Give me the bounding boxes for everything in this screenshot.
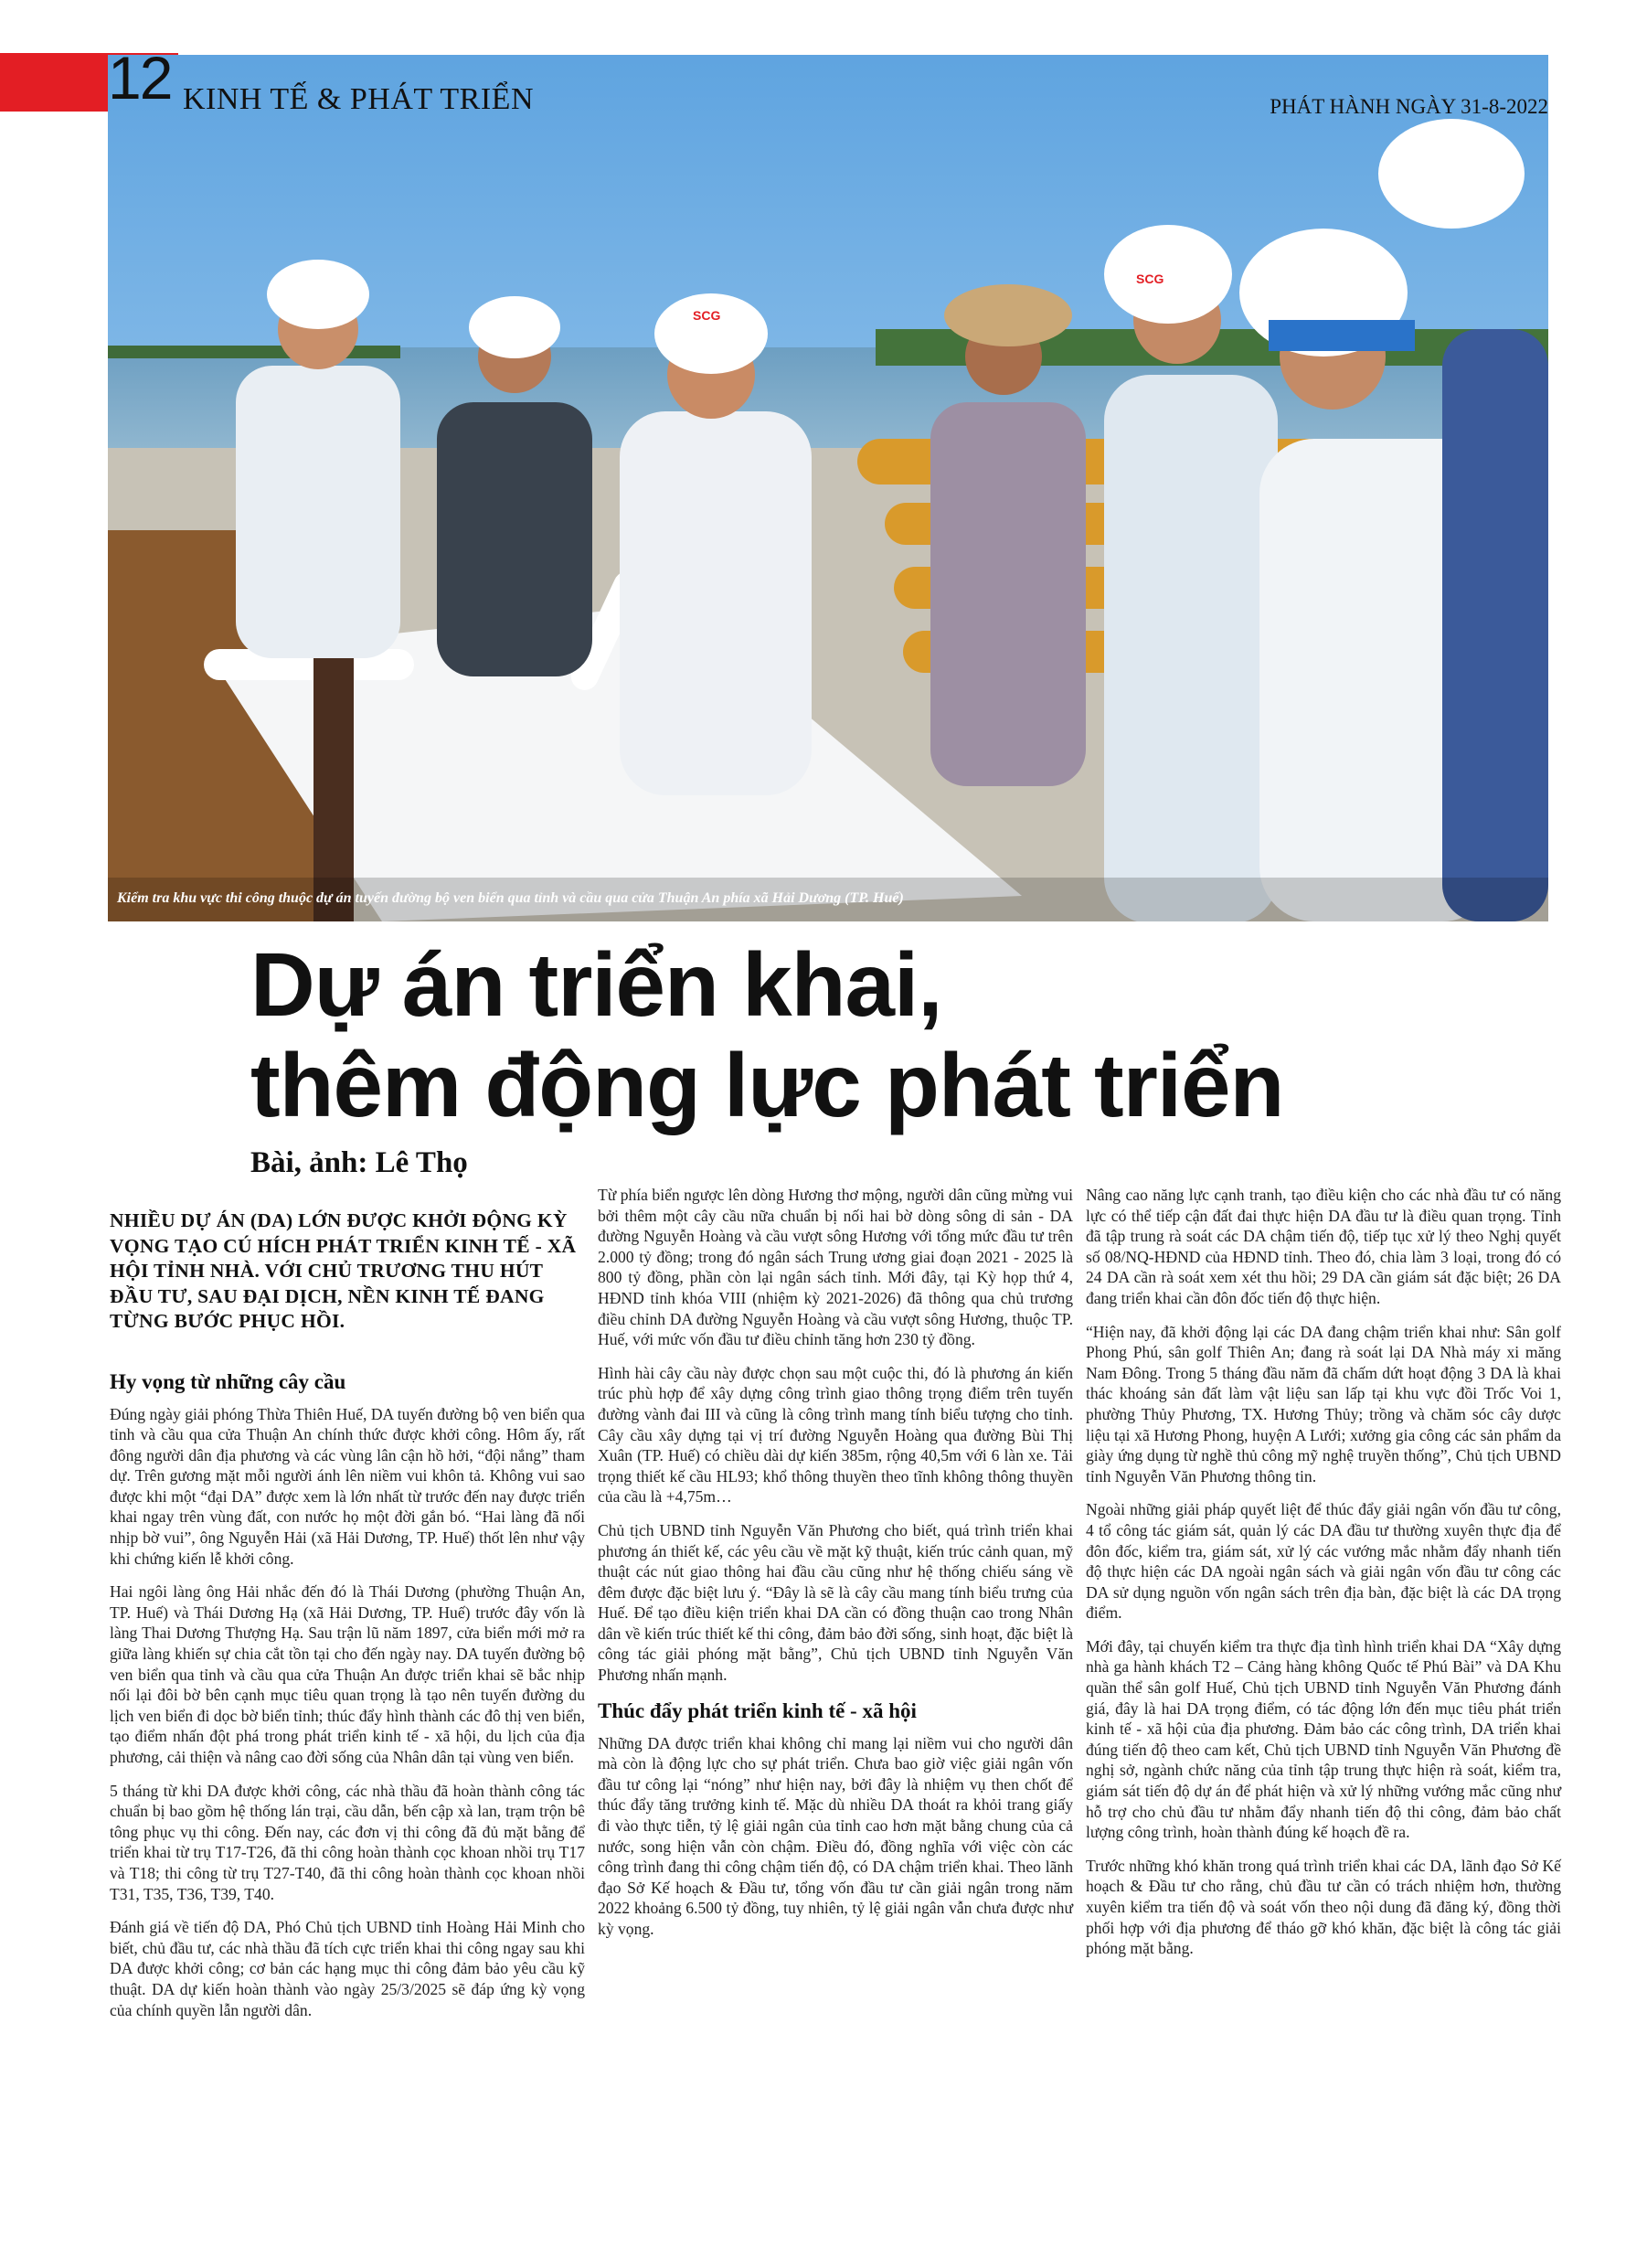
photo-caption: Kiểm tra khu vực thi công thuộc dự án tuyến đường bộ ven biển qua tỉnh và cầu qua cửa Thuận An phía xã Hải Dương (TP. Huế)	[117, 890, 904, 906]
page-number: 12	[108, 44, 172, 112]
body-paragraph: Hai ngôi làng ông Hải nhắc đến đó là Thái Dương (phường Thuận An, TP. Huế) và Thái Dương Hạ (xã Hải Dương, TP. Huế) trước đây vốn là làng Thai Dương Thượng Hạ. Sau trận lũ năm 1897, cửa biển mới mở ra giữa làng khiến sự chia cắt tồn tại cho đến ngày nay. DA tuyến đường bộ ven biển qua tỉnh và cầu qua cửa Thuận An được triển khai sẽ bắc nhịp nối lại đôi bờ bên cạnh mục tiêu quan trọng là tạo nên tuyến đường du lịch ven biển đi dọc bờ biển tỉnh; thúc đẩy hình thành các đô thị ven biển, tạo điểm nhấn đột phá trong phát triển kinh tế - xã hội, du lịch của địa phương, cải thiện và nâng cao đời sống của Nhân dân tại vùng ven biển.	[110, 1582, 585, 1766]
body-paragraph: 5 tháng từ khi DA được khởi công, các nhà thầu đã hoàn thành công tác chuẩn bị bao gồm hệ thống lán trại, cầu dẫn, bến cập xà lan, trạm trộn bê tông phục vụ thi công. Đến nay, các đơn vị thi công đã đủ mặt bằng để triển khai từ trụ T17-T26, đã thi công hoàn thành cọc khoan nhồi trụ T17 và T18; thi công từ trụ T27-T40, đã thi công hoàn thành cọc khoan nhồi T31, T35, T36, T39, T40.	[110, 1781, 585, 1903]
body-paragraph: Ngoài những giải pháp quyết liệt để thúc đẩy giải ngân vốn đầu tư công, 4 tổ công tác giám sát, quản lý các DA đầu tư thường xuyên thực địa để đôn đốc, kiểm tra, giám sát, xử lý các vướng mắc nhằm đẩy nhanh tiến độ thực hiện các DA ngoài ngân sách và giải ngân vốn đầu tư công các DA sử dụng nguồn vốn ngân sách trên địa bàn, đặc biệt là các DA trọng điểm.	[1086, 1500, 1561, 1623]
helmet-logo: SCG	[1136, 272, 1164, 286]
helmet-logo: SCG	[693, 308, 721, 323]
body-paragraph: Đúng ngày giải phóng Thừa Thiên Huế, DA tuyến đường bộ ven biển qua tỉnh và cầu qua cửa Thuận An chính thức được khởi công. Hôm ấy, rất đông người dân địa phương và các vùng lân cận hồ hởi, “đội nắng” tham dự. Trên gương mặt mỗi người ánh lên niềm vui khôn tả. Không vui sao được khi một “đại DA” được xem là lớn nhất từ trước đến nay được triển khai ngay trên vùng đất, con nước họ một đời gắn bó. “Hai làng đã nối nhịp bờ vui”, ông Nguyễn Hải (xã Hải Dương, TP. Huế) thốt lên như vậy khi chứng kiến lễ khởi công.	[110, 1404, 585, 1568]
article-photo	[108, 55, 1548, 921]
headline-line-1: Dự án triển khai,	[250, 934, 942, 1035]
body-paragraph: Mới đây, tại chuyến kiểm tra thực địa tình hình triển khai DA “Xây dựng nhà ga hành khách T2 – Cảng hàng không Quốc tế Phú Bài” và DA Khu quần thể sân golf Huế, Chủ tịch UBND tỉnh Nguyễn Văn Phương đánh giá, đây là hai DA trọng điểm, có tác động lớn đến mục tiêu phát triển kinh tế - xã hội của địa phương. Đảm bảo các công trình, DA triển khai đúng tiến độ theo cam kết, Chủ tịch UBND tỉnh Nguyễn Văn Phương đề nghị sở, ngành chức năng của tỉnh tập trung thực hiện rà soát, kiểm tra, giám sát tiến độ dự án để phát hiện và xử lý những vướng mắc cũng như hỗ trợ cho chủ đầu tư nhằm đẩy nhanh tiến độ thi công, đảm bảo chất lượng công trình, hoàn thành đúng kế hoạch đề ra.	[1086, 1636, 1561, 1842]
byline: Bài, ảnh: Lê Thọ	[250, 1146, 468, 1179]
subhead: Hy vọng từ những cây cầu	[110, 1369, 346, 1393]
subhead: Thúc đẩy phát triển kinh tế - xã hội	[598, 1698, 917, 1722]
headline-line-2: thêm động lực phát triển	[250, 1035, 1284, 1135]
body-paragraph: Những DA được triển khai không chỉ mang lại niềm vui cho người dân mà còn là động lực cho sự phát triển. Chưa bao giờ việc giải ngân vốn đầu tư công lại “nóng” như hiện nay, bởi đây là nhiệm vụ then chốt để thúc đẩy tăng trưởng kinh tế. Mặc dù nhiều DA thoát ra khỏi trang giấy đi vào thực tiễn, tỷ lệ giải ngân của tỉnh cao hơn mặt bằng chung của cả nước, song hiện vẫn còn chậm. Điều đó, đồng nghĩa với việc còn các công trình đang thi công chậm tiến độ, có DA chậm triển khai. Theo lãnh đạo Sở Kế hoạch & Đầu tư, tổng vốn đầu tư cần giải ngân trong năm 2022 khoảng 6.500 tỷ đồng, tuy nhiên, tỷ lệ giải ngân vẫn chưa được như kỳ vọng.	[598, 1733, 1073, 1938]
lead-paragraph: NHIỀU DỰ ÁN (DA) LỚN ĐƯỢC KHỞI ĐỘNG KỲ VỌNG TẠO CÚ HÍCH PHÁT TRIỂN KINH TẾ - XÃ HỘI TỈNH NHÀ. VỚI CHỦ TRƯƠNG THU HÚT ĐẦU TƯ, SAU ĐẠI DỊCH, NỀN KINH TẾ ĐANG TỪNG BƯỚC PHỤC HỒI.	[110, 1209, 577, 1332]
column-1	[110, 1209, 585, 2033]
column-3	[1086, 1185, 1561, 1972]
publication-date: PHÁT HÀNH NGÀY 31-8-2022	[1270, 95, 1548, 118]
body-paragraph: Hình hài cây cầu này được chọn sau một cuộc thi, đó là phương án kiến trúc phù hợp để xây dựng công trình giao thông trọng điểm trên tuyến đường vành đai III và cũng là công trình mang tính biểu tượng cho tỉnh. Cây cầu xây dựng tại vị trí đường Nguyễn Hoàng qua đường Bùi Thị Xuân (TP. Huế) có chiều dài dự kiến 385m, rộng 40,5m với 6 làn xe. Tải trọng thiết kế cầu HL93; khổ thông thuyền theo tĩnh không thông thuyền của cầu là +4,75m…	[598, 1363, 1073, 1507]
body-paragraph: “Hiện nay, đã khởi động lại các DA đang chậm triển khai như: Sân golf Phong Phú, sân golf Thiên An; đang rà soát lại DA Nhà máy xi măng Nam Đông. Trong 5 tháng đầu năm đã chấm dứt hoạt động 3 DA là khai thác khoáng sản đất làm vật liệu san lấp tại khu vực đồi Trốc Voi 1, phường Thủy Phương, TX. Hương Thủy; trồng và chăm sóc cây dược liệu tại xã Hương Phong, huyện A Lưới; xưởng gia công các sản phẩm da giày ứng dụng từ nghề thủ công mỹ nghệ truyền thống”, Chủ tịch UBND tỉnh Nguyễn Văn Phương thông tin.	[1086, 1322, 1561, 1485]
body-paragraph: Từ phía biển ngược lên dòng Hương thơ mộng, người dân cũng mừng vui bởi thêm một cây cầu nữa chuẩn bị nối hai bờ dòng sông di sản - DA đường Nguyễn Hoàng và cầu vượt sông Hương với tổng mức đầu tư trên 2.000 tỷ đồng; trong đó ngân sách Trung ương giai đoạn 2021 - 2025 là 800 tỷ đồng, phần còn lại ngân sách tỉnh. Mới đây, tại Kỳ họp thứ 4, HĐND tỉnh khóa VIII (nhiệm kỳ 2021-2026) đã thông qua chủ trương điều chỉnh DA đường Nguyễn Hoàng và cầu vượt sông Hương, thuộc TP. Huế, với mức vốn đầu tư điều chỉnh tăng hơn 230 tỷ đồng.	[598, 1186, 1073, 1349]
body-paragraph: Nâng cao năng lực cạnh tranh, tạo điều kiện cho các nhà đầu tư có năng lực có thể tiếp cận đất đai thực hiện DA đầu tư là điều quan trọng. Tỉnh đã tập trung rà soát các DA chậm tiến độ, tiếp tục xử lý theo Nghị quyết số 08/NQ-HĐND của HĐND tỉnh. Theo đó, chia làm 3 loại, trong đó có 24 DA cần rà soát xem xét thu hồi; 29 DA cần giám sát đặc biệt; 26 DA đang triển khai cần đôn đốc tiến độ thực hiện.	[1086, 1186, 1561, 1307]
body-paragraph: Trước những khó khăn trong quá trình triển khai các DA, lãnh đạo Sở Kế hoạch & Đầu tư cho rằng, chủ đầu tư cần có trách nhiệm hơn, thường xuyên kiểm tra tiến độ và soát vốn theo nội dung đã đăng ký, đồng thời phối hợp với địa phương để tháo gỡ khó khăn, đặc biệt là công tác giải phóng mặt bằng.	[1086, 1856, 1561, 1958]
column-2	[598, 1185, 1073, 1953]
body-paragraph: Đánh giá về tiến độ DA, Phó Chủ tịch UBND tỉnh Hoàng Hải Minh cho biết, chủ đầu tư, các nhà thầu đã tích cực triển khai thi công ngay sau khi DA được khởi công; cơ bản các hạng mục thi công đảm bảo yêu cầu kỹ thuật. DA dự kiến hoàn thành vào ngày 25/3/2025 sẽ đáp ứng kỳ vọng của chính quyền lẫn người dân.	[110, 1918, 585, 2019]
headline	[250, 934, 1283, 1135]
body-paragraph: Chủ tịch UBND tỉnh Nguyễn Văn Phương cho biết, quá trình triển khai phương án thiết kế, các yêu cầu về mặt kỹ thuật, kiến trúc cảnh quan, mỹ thuật các nút giao thông hai đầu cầu cũng như hệ thống chiếu sáng về đêm được đặc biệt lưu ý. “Đây là sẽ là cây cầu mang tính biểu trưng của Huế. Để tạo điều kiện triển khai DA cần có đồng thuận cao trong Nhân dân về kiến trúc thiết kế thi công, đảm bảo đời sống, sinh hoạt, đặc biệt là công tác giải phóng mặt bằng”, Chủ tịch UBND tỉnh Nguyễn Văn Phương nhấn mạnh.	[598, 1520, 1073, 1685]
section-title: KINH TẾ & PHÁT TRIỂN	[183, 82, 534, 116]
